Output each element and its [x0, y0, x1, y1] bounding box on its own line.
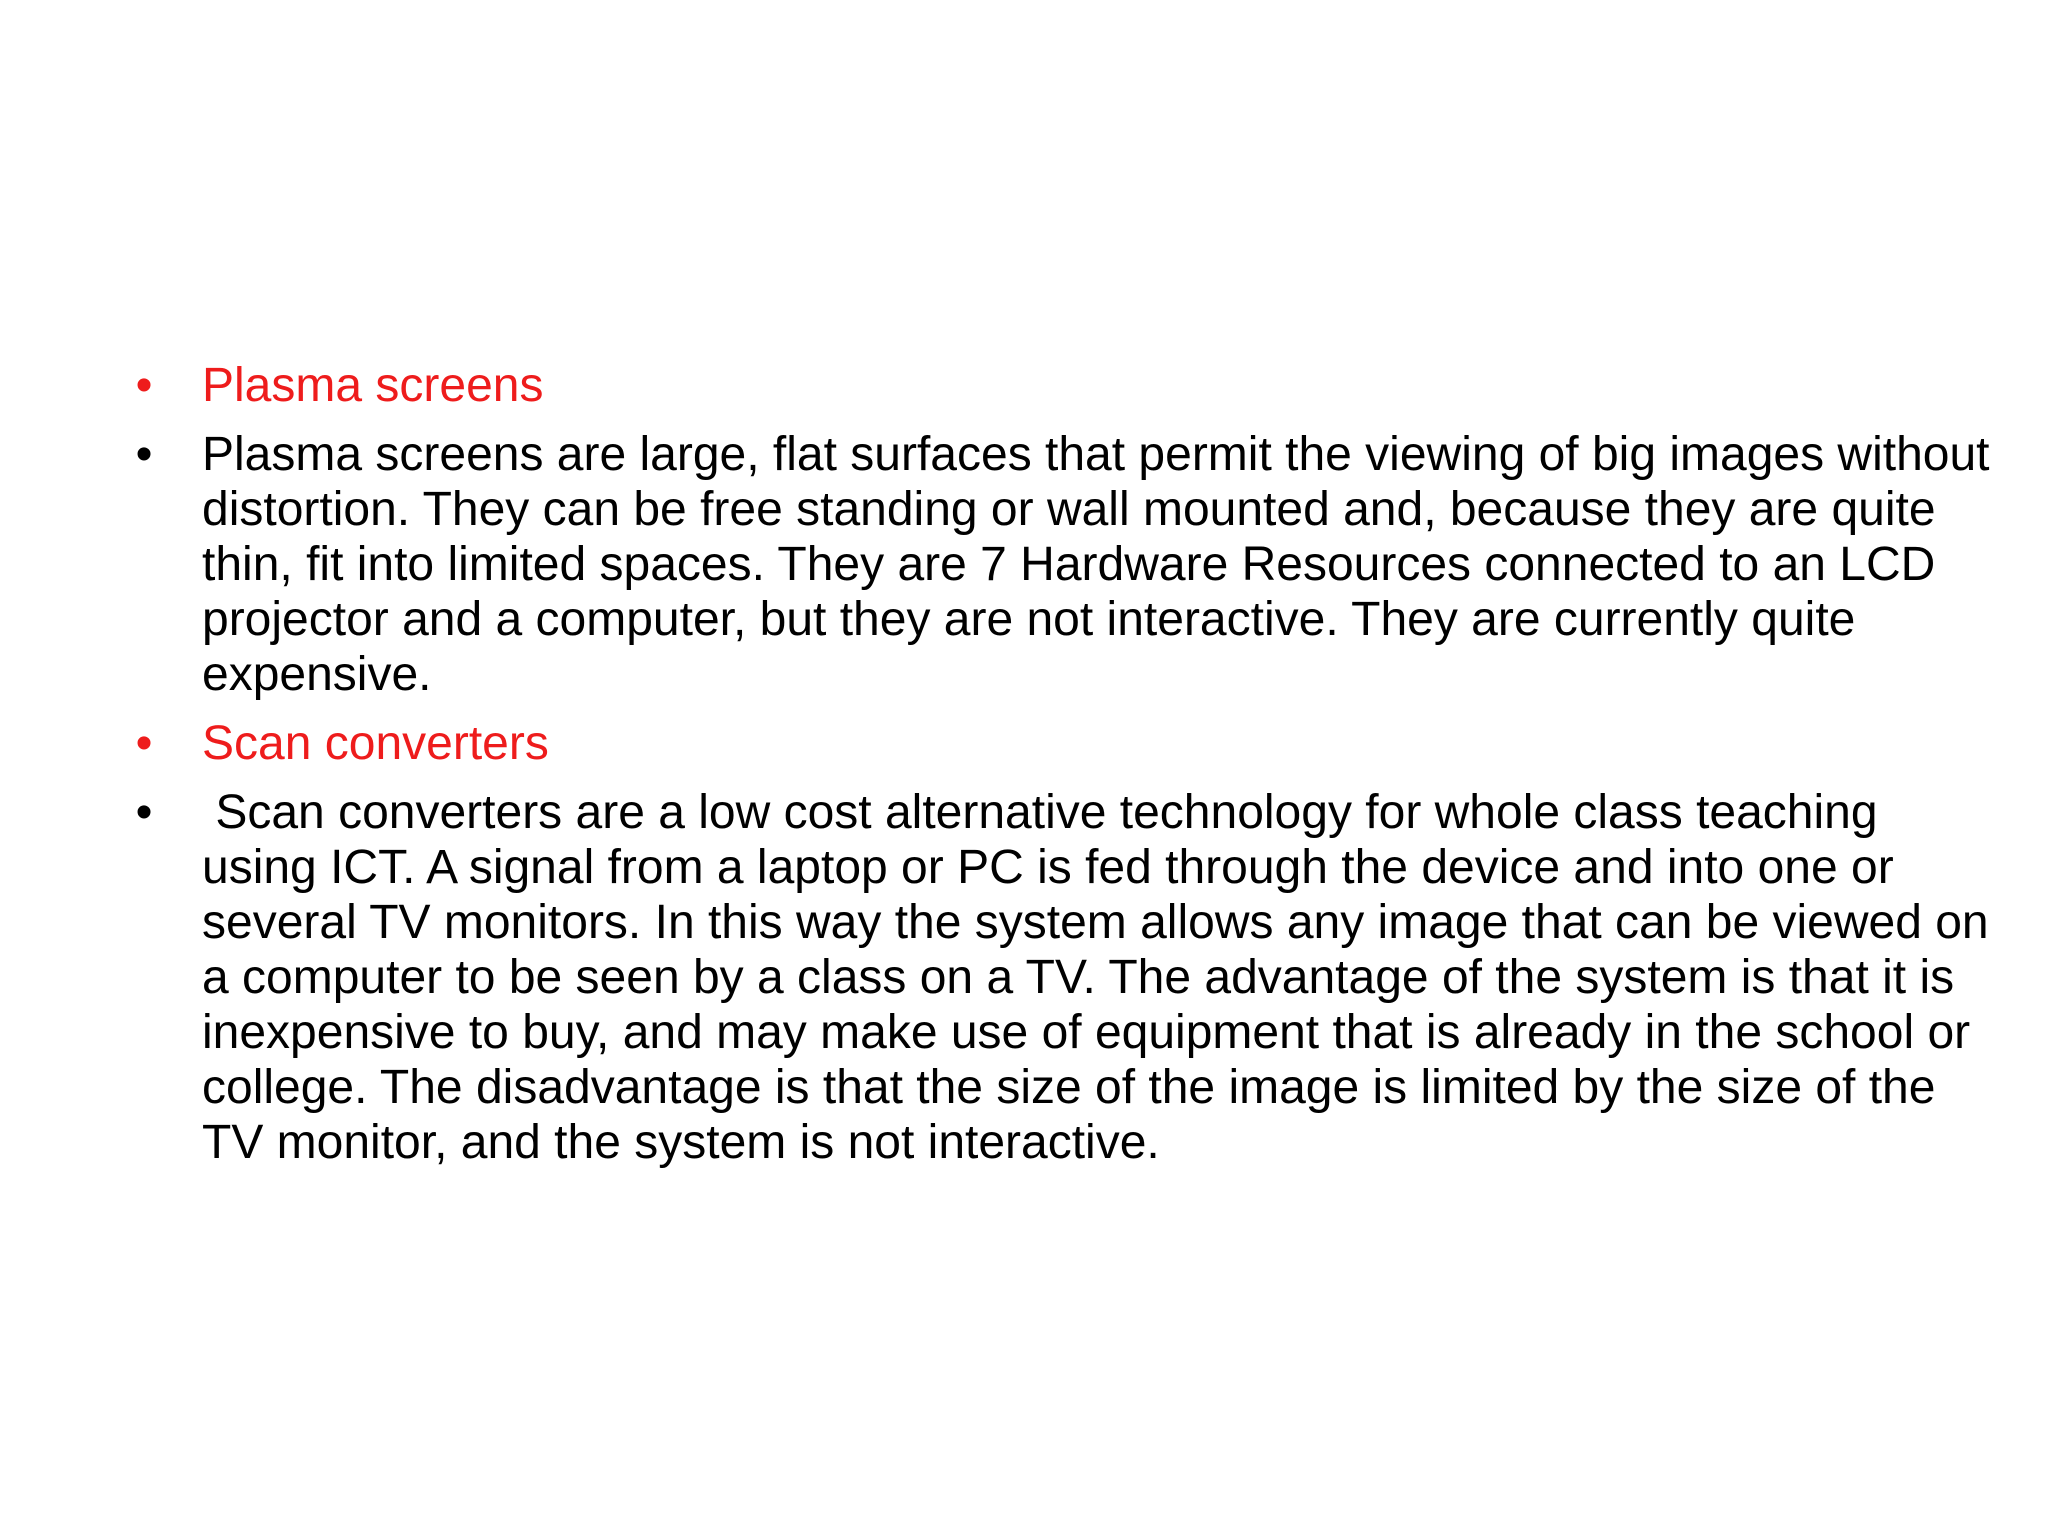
bullet-body-text: Plasma screens are large, flat surfaces that permit the viewing of big images without distortion. They can be free standing or wall mounted and, because they are quite thin, fit into limited spaces. They are 7 Hardware Resources connected to an LCD projector and a computer, but they are not interactive. They are currently quite expensive.: [202, 428, 1990, 701]
bullet-body-text: Scan converters are a low cost alternative technology for whole class teaching using ICT. A signal from a laptop or PC is fed through the device and into one or several TV monitors. In this way the system allows any image that can be viewed on a computer to be seen by a class on a TV. The advantage of the system is that it is inexpensive to buy, and may make use of equipment that is already in the school or college. The disadvantage is that the size of the image is limited by the size of the TV monitor, and the system is not interactive.: [202, 786, 2002, 1169]
bullet-dot-icon: •: [135, 428, 153, 481]
bullet-list: [110, 358, 2002, 1184]
bullet-body-scan-converters: [110, 785, 2002, 1170]
bullet-heading-plasma-screens: [110, 358, 1990, 413]
bullet-heading-text: Scan converters: [202, 717, 549, 770]
bullet-heading-text: Plasma screens: [202, 359, 544, 412]
bullet-dot-icon: •: [135, 717, 153, 770]
bullet-dot-icon: •: [135, 786, 153, 839]
bullet-dot-icon: •: [135, 359, 153, 412]
bullet-body-plasma-screens: [110, 427, 1990, 702]
bullet-heading-scan-converters: [110, 716, 1990, 771]
